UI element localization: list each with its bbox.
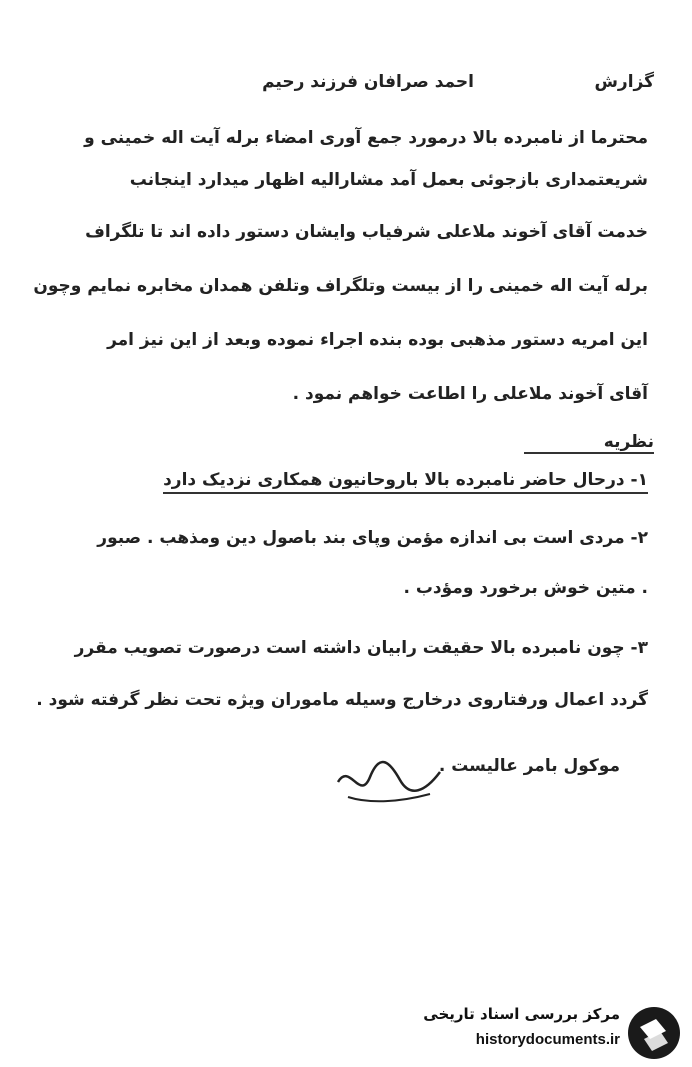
archive-logo-icon <box>626 1005 682 1061</box>
opinion-item-3: ۳- چون نامبرده بالا حقیقت رابیان داشته است درصورت تصویب مقرر <box>74 638 648 658</box>
opinion-heading: نظریه <box>524 432 654 454</box>
body-line-1: محترما از نامبرده بالا درمورد جمع آوری امضاء برله آیت اله خمینی و <box>84 128 648 148</box>
watermark-persian: مرکز بررسی اسناد تاریخی <box>423 1005 620 1023</box>
opinion-item-3-cont: گردد اعمال ورفتاروی درخارج وسیله ماموران ویژه تحت نظر گرفته شود . <box>36 690 648 710</box>
body-line-3: خدمت آقای آخوند ملاعلی شرفیاب وایشان دستور داده اند تا تلگراف <box>85 222 648 242</box>
report-title: گزارش <box>594 72 654 92</box>
signature-scribble <box>330 752 450 812</box>
watermark <box>400 1003 690 1063</box>
opinion-item-2-cont: . متین خوش برخورد ومؤدب . <box>403 578 648 598</box>
body-line-5: این امریه دستور مذهبی بوده بنده اجراء نموده وبعد از این نیز امر <box>107 330 648 350</box>
opinion-item-2: ۲- مردی است بی اندازه مؤمن وپای بند باصول دین ومذهب . صبور <box>97 528 648 548</box>
watermark-url: historydocuments.ir <box>475 1031 620 1048</box>
body-line-4: برله آیت اله خمینی را از بیست وتلگراف وتلفن همدان مخابره نمایم وچون <box>33 276 648 296</box>
closing-remark: موکول بامر عالیست . <box>438 756 620 776</box>
report-subject: احمد صرافان فرزند رحیم <box>262 72 474 92</box>
body-line-2: شریعتمداری بازجوئی بعمل آمد مشارالیه اظهار میدارد اینجانب <box>129 170 648 190</box>
body-line-6: آقای آخوند ملاعلی را اطاعت خواهم نمود . <box>292 384 648 404</box>
opinion-item-1: ۱- درحال حاضر نامبرده بالا باروحانیون همکاری نزدیک دارد <box>163 470 648 494</box>
